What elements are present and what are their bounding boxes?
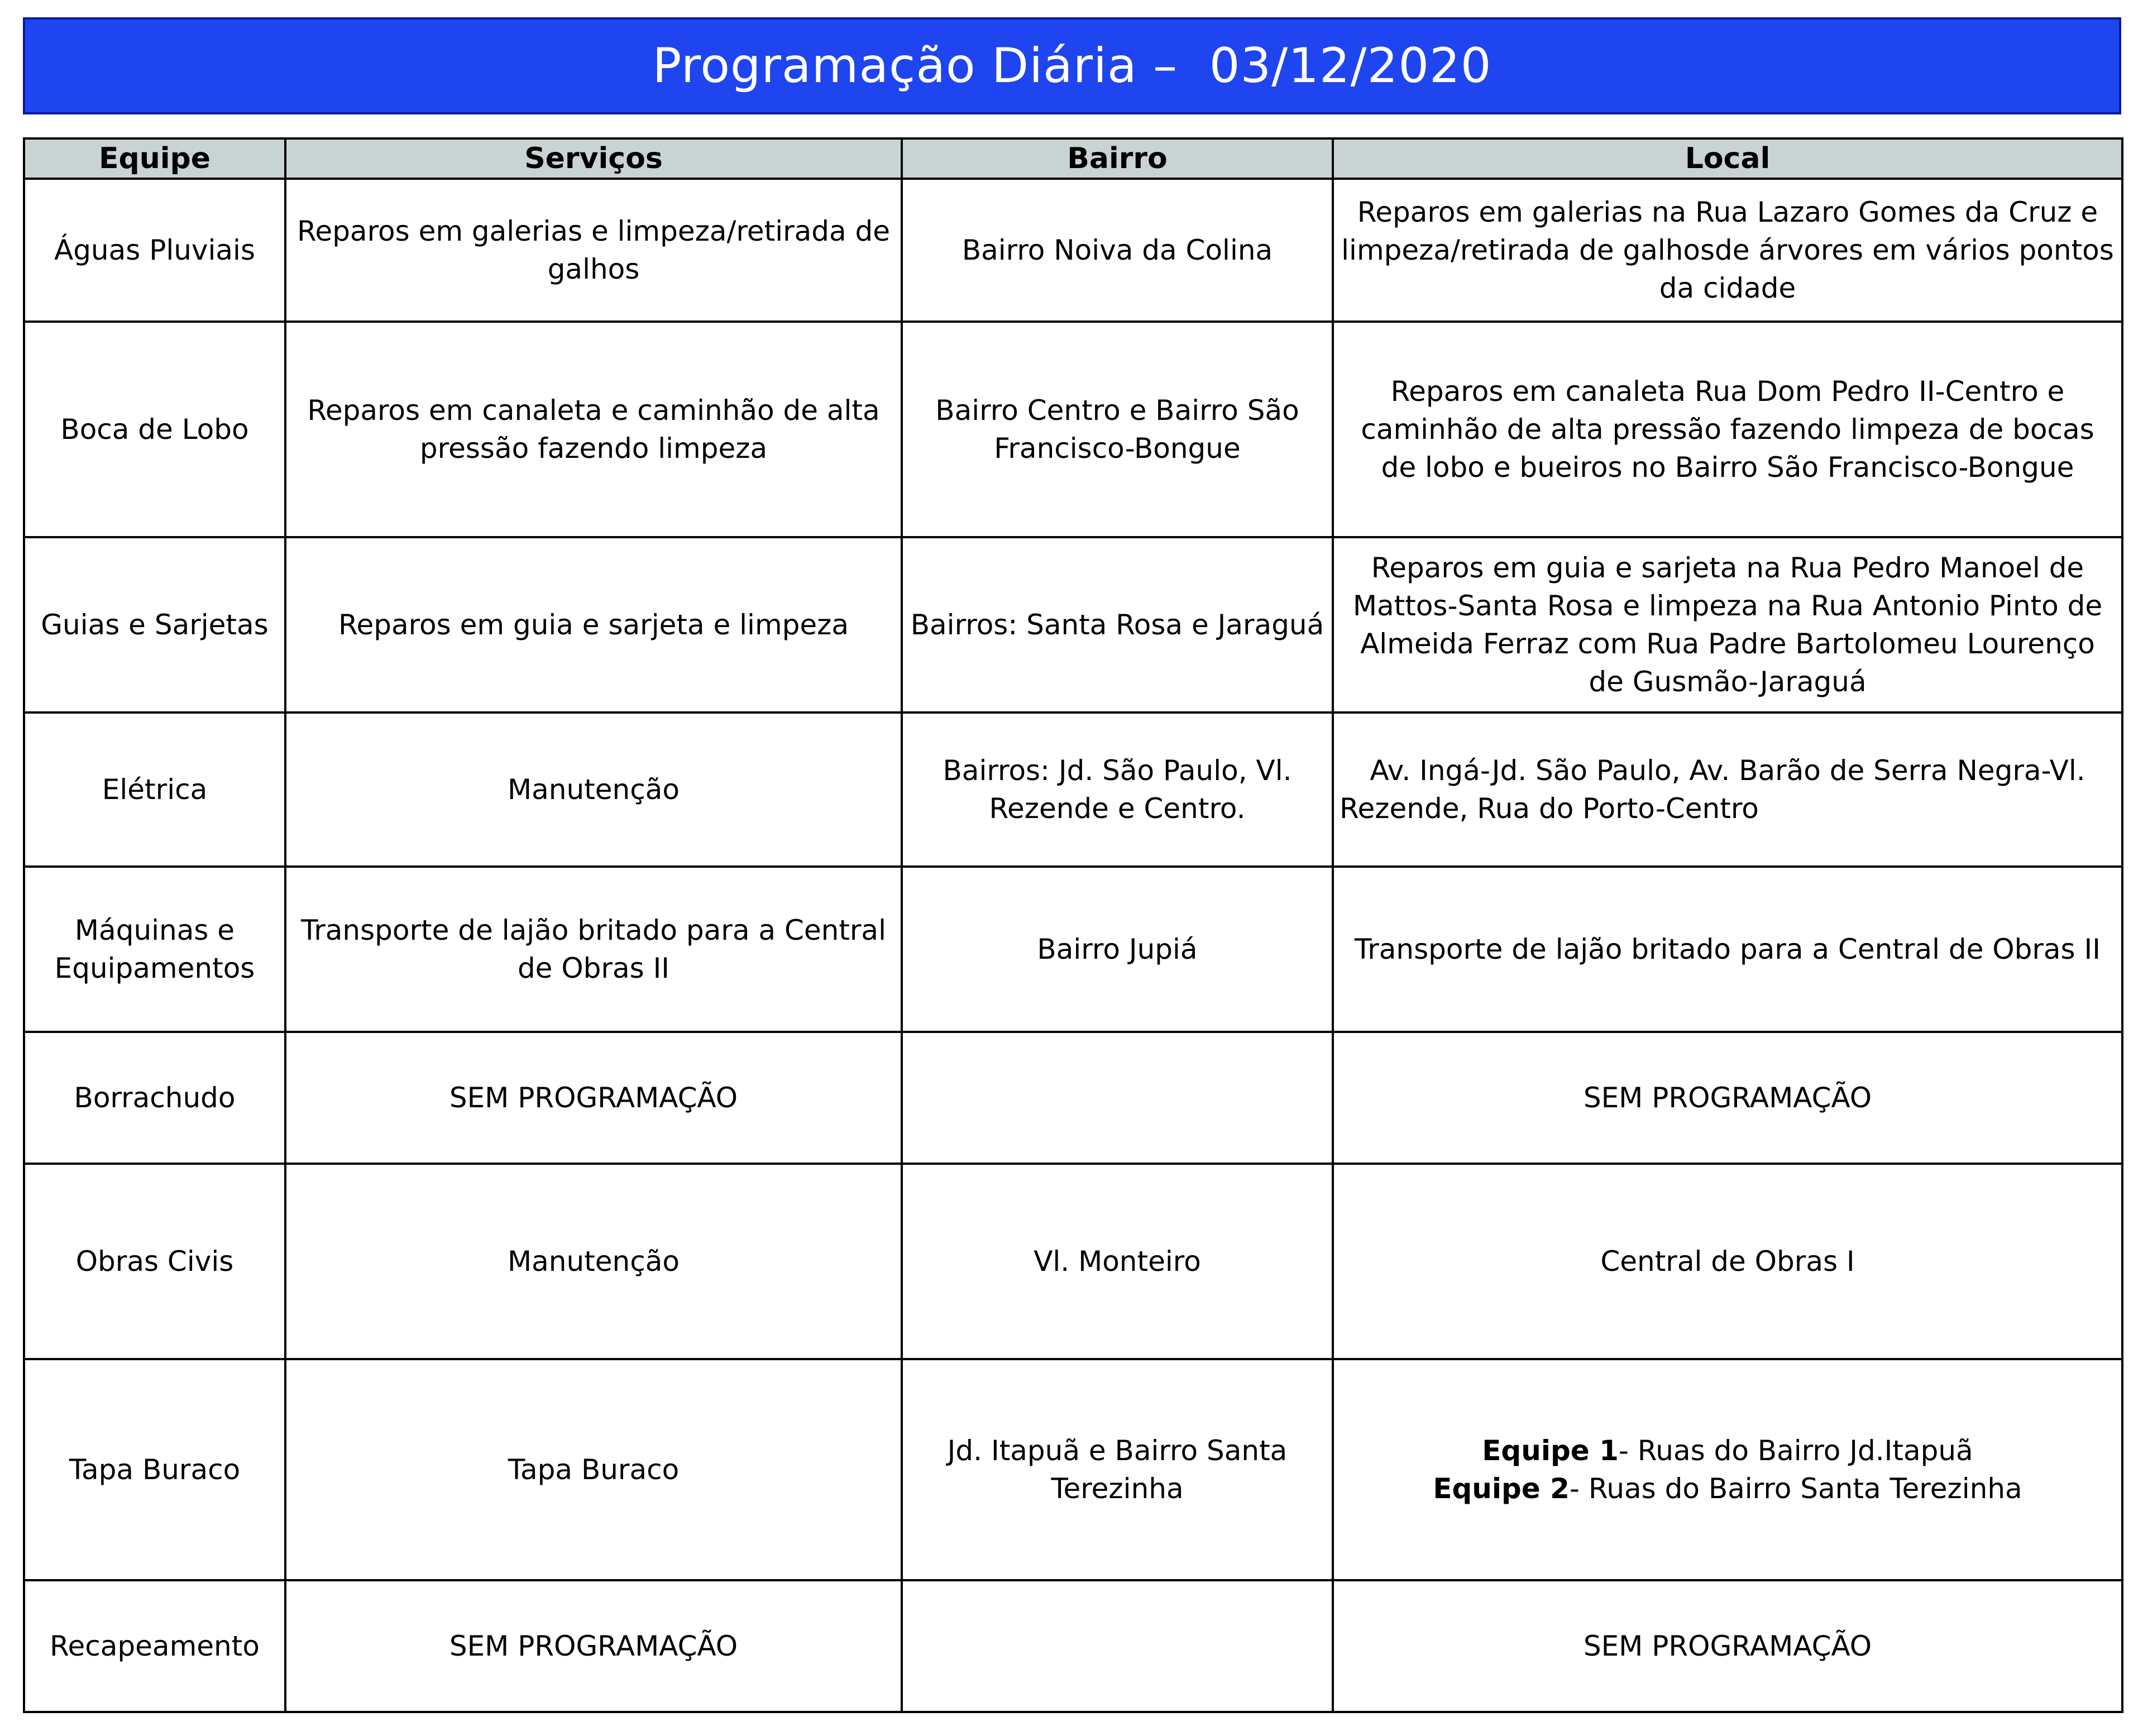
table-row — [24, 1164, 2122, 1359]
cell-bairro: Bairro Noiva da Colina — [902, 179, 1333, 322]
cell-servicos: Manutenção — [285, 1164, 902, 1359]
title-prefix: Programação Diária – — [652, 38, 1178, 94]
cell-local — [1333, 1359, 2122, 1580]
cell-equipe: Elétrica — [24, 712, 285, 867]
cell-bairro: Bairro Jupiá — [902, 867, 1333, 1032]
column-header-servicos: Serviços — [285, 138, 902, 179]
cell-local: Reparos em canaleta Rua Dom Pedro II-Centro e caminhão de alta pressão fazendo limpeza de bocas de lobo e bueiros no Bairro São Francisco-Bongue — [1333, 322, 2122, 537]
cell-servicos: Tapa Buraco — [285, 1359, 902, 1580]
cell-equipe: Tapa Buraco — [24, 1359, 285, 1580]
cell-bairro — [902, 1032, 1333, 1164]
table-row — [24, 712, 2122, 867]
cell-bairro: Bairros: Santa Rosa e Jaraguá — [902, 537, 1333, 712]
table-row — [24, 1580, 2122, 1712]
cell-local: SEM PROGRAMAÇÃO — [1333, 1580, 2122, 1712]
table-row — [24, 1032, 2122, 1164]
table-row — [24, 1359, 2122, 1580]
cell-servicos: Transporte de lajão britado para a Central de Obras II — [285, 867, 902, 1032]
cell-servicos: Reparos em canaleta e caminhão de alta pressão fazendo limpeza — [285, 322, 902, 537]
table-row — [24, 322, 2122, 537]
cell-bairro: Bairros: Jd. São Paulo, Vl. Rezende e Centro. — [902, 712, 1333, 867]
cell-servicos: Reparos em guia e sarjeta e limpeza — [285, 537, 902, 712]
cell-servicos: SEM PROGRAMAÇÃO — [285, 1580, 902, 1712]
cell-bairro: Bairro Centro e Bairro São Francisco-Bongue — [902, 322, 1333, 537]
table-row — [24, 537, 2122, 712]
cell-bairro — [902, 1580, 1333, 1712]
cell-bairro: Jd. Itapuã e Bairro Santa Terezinha — [902, 1359, 1333, 1580]
cell-local: Reparos em guia e sarjeta na Rua Pedro Manoel de Mattos-Santa Rosa e limpeza na Rua Antonio Pinto de Almeida Ferraz com Rua Padre Bartolomeu Lourenço de Gusmão-Jaraguá — [1333, 537, 2122, 712]
title-bar — [23, 17, 2121, 114]
cell-equipe: Obras Civis — [24, 1164, 285, 1359]
cell-equipe: Máquinas e Equipamentos — [24, 867, 285, 1032]
cell-servicos: SEM PROGRAMAÇÃO — [285, 1032, 902, 1164]
cell-local: Central de Obras I — [1333, 1164, 2122, 1359]
local-line-equipe-1 — [1340, 1432, 2116, 1470]
local-line-equipe-2 — [1340, 1470, 2116, 1508]
cell-servicos: Reparos em galerias e limpeza/retirada de galhos — [285, 179, 902, 322]
cell-local: Transporte de lajão britado para a Central de Obras II — [1333, 867, 2122, 1032]
cell-equipe: Borrachudo — [24, 1032, 285, 1164]
column-header-equipe: Equipe — [24, 138, 285, 179]
equipe-text: - Ruas do Bairro Santa Terezinha — [1569, 1472, 2022, 1505]
cell-local: Av. Ingá-Jd. São Paulo, Av. Barão de Serra Negra-Vl. Rezende, Rua do Porto-Centro — [1333, 712, 2122, 867]
equipe-label: Equipe 1 — [1482, 1434, 1619, 1467]
table-row — [24, 867, 2122, 1032]
schedule-table — [23, 137, 2123, 1713]
cell-equipe: Águas Pluviais — [24, 179, 285, 322]
header-row — [24, 138, 2122, 179]
cell-equipe: Boca de Lobo — [24, 322, 285, 537]
cell-bairro: Vl. Monteiro — [902, 1164, 1333, 1359]
title-date: 03/12/2020 — [1209, 38, 1492, 94]
cell-servicos: Manutenção — [285, 712, 902, 867]
equipe-label: Equipe 2 — [1433, 1472, 1570, 1505]
column-header-bairro: Bairro — [902, 138, 1333, 179]
cell-equipe: Recapeamento — [24, 1580, 285, 1712]
cell-local: Reparos em galerias na Rua Lazaro Gomes da Cruz e limpeza/retirada de galhosde árvores em vários pontos da cidade — [1333, 179, 2122, 322]
table-row — [24, 179, 2122, 322]
cell-local: SEM PROGRAMAÇÃO — [1333, 1032, 2122, 1164]
column-header-local: Local — [1333, 138, 2122, 179]
cell-equipe: Guias e Sarjetas — [24, 537, 285, 712]
equipe-text: - Ruas do Bairro Jd.Itapuã — [1618, 1434, 1973, 1467]
page-title — [653, 38, 1492, 94]
